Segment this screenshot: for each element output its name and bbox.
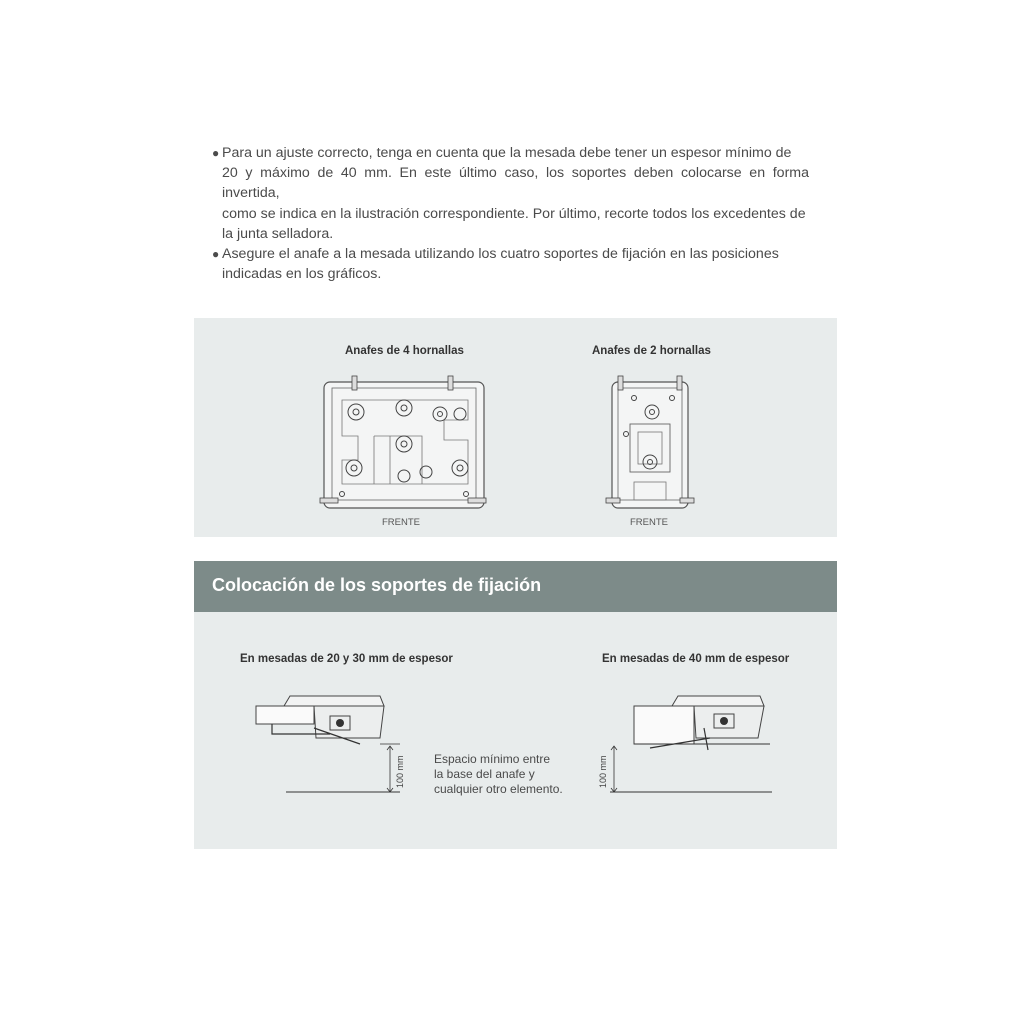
note-line: la base del anafe y bbox=[434, 767, 535, 781]
four-burner-diagram bbox=[318, 374, 488, 516]
clearance-note bbox=[434, 752, 563, 797]
dimension-right: 100 mm bbox=[598, 755, 608, 788]
note-line: cualquier otro elemento. bbox=[434, 782, 563, 796]
cooktop-diagram-panel bbox=[194, 318, 837, 537]
bullet-fixing bbox=[212, 244, 809, 284]
two-burner-front-label: FRENTE bbox=[630, 517, 668, 528]
bullet-dot: ● bbox=[212, 146, 220, 160]
thin-counter-title: En mesadas de 20 y 30 mm de espesor bbox=[240, 653, 453, 665]
bullet-line: Para un ajuste correcto, tenga en cuenta que la mesada debe tener un espesor mínimo de bbox=[222, 145, 792, 161]
bullet-line: como se indica en la ilustración correspondiente. Por último, recorte todos los excedentes de bbox=[222, 205, 806, 222]
four-burner-front-label: FRENTE bbox=[382, 517, 420, 528]
section-title: Colocación de los soportes de fijación bbox=[212, 575, 542, 595]
bullet-line: 20 y máximo de 40 mm. En este último caso, los soportes deben colocarse en forma invertida, bbox=[222, 165, 809, 202]
four-burner-title: Anafes de 4 hornallas bbox=[345, 345, 464, 357]
thin-counter-section-diagram bbox=[250, 688, 410, 798]
bullet-dot: ● bbox=[212, 247, 220, 261]
bullet-line: la junta selladora. bbox=[222, 225, 334, 242]
thick-counter-title: En mesadas de 40 mm de espesor bbox=[602, 653, 790, 665]
bullet-line: Asegure el anafe a la mesada utilizando los cuatro soportes de fijación en las posiciones bbox=[222, 246, 779, 262]
two-burner-title: Anafes de 2 hornallas bbox=[592, 345, 711, 357]
bullet-line: indicadas en los gráficos. bbox=[222, 266, 382, 283]
two-burner-diagram bbox=[604, 374, 696, 516]
bullet-thickness bbox=[212, 143, 809, 244]
note-line: Espacio mínimo entre bbox=[434, 752, 551, 766]
thick-counter-section-diagram bbox=[610, 688, 775, 798]
section-header bbox=[194, 561, 837, 612]
dimension-left: 100 mm bbox=[395, 755, 405, 788]
